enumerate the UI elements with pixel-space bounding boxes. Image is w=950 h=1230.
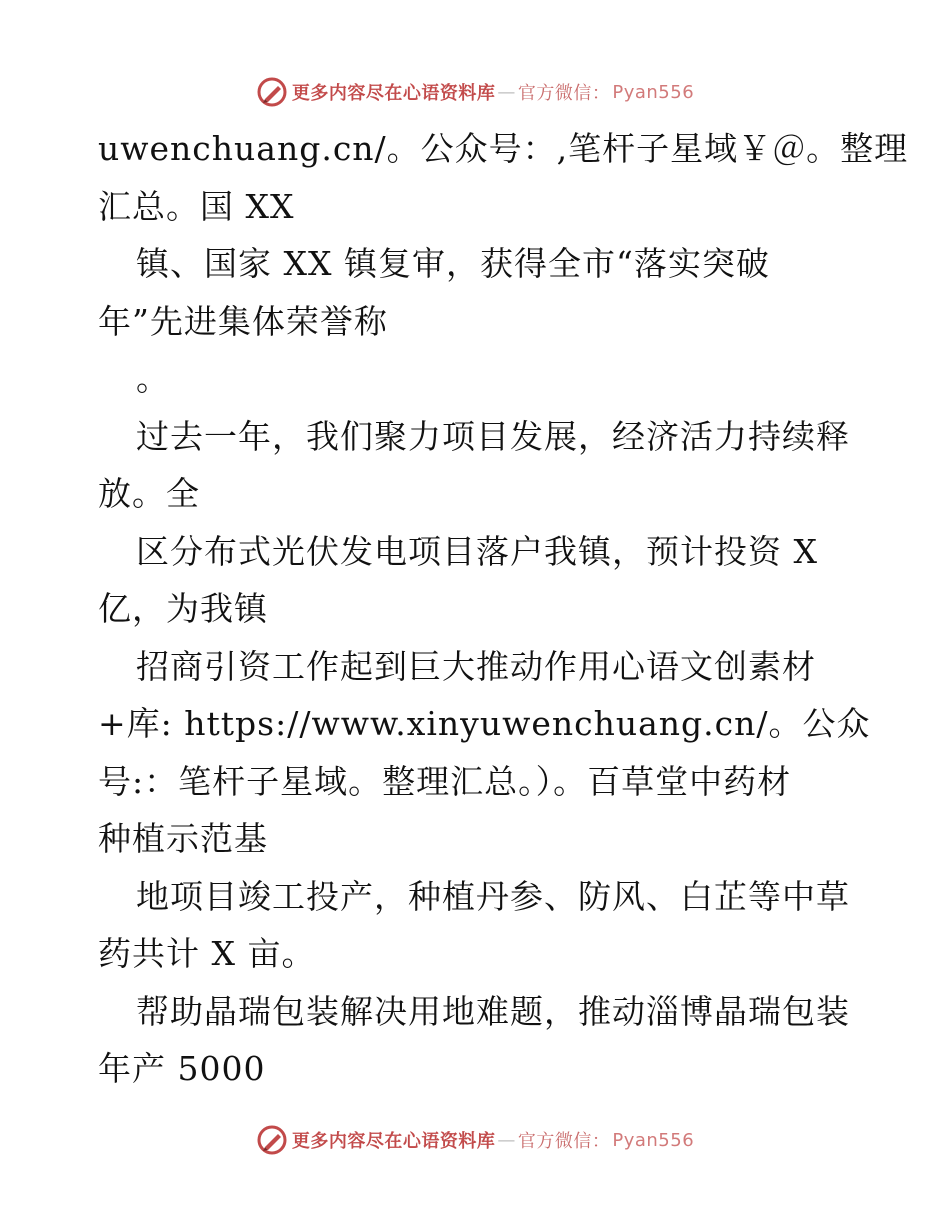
document-body (98, 120, 909, 1098)
watermark-wechat-label: 官方微信： (517, 1131, 611, 1152)
watermark-main-text: 更多内容尽在心语资料库 (291, 83, 496, 104)
watermark-header (0, 72, 950, 112)
watermark-main-text: 更多内容尽在心语资料库 (291, 1131, 496, 1152)
text-line: 放。全 (98, 474, 200, 513)
text-line: +库: https://www.xinyuwenchuang.cn/。公众 (98, 704, 871, 743)
text-line: 年”先进集体荣誉称 (98, 301, 388, 341)
text-line: 号:：笔杆子星域。整理汇总。）。百草堂中药材 (98, 761, 792, 801)
watermark-footer (0, 1120, 950, 1160)
paragraph-start: 地项目竣工投产，种植丹参、防风、白芷等中草 (136, 876, 850, 916)
watermark-separator: — (497, 1129, 516, 1151)
paragraph-start: 镇、国家 XX 镇复审，获得全市“落实突破 (136, 244, 770, 283)
paragraph-start: 过去一年，我们聚力项目发展，经济活力持续释 (136, 416, 850, 456)
text-line: 药共计 X 亩。 (98, 934, 316, 973)
pen-logo-icon (256, 76, 288, 108)
paragraph-start: 招商引资工作起到巨大推动作用心语文创素材 (136, 646, 816, 686)
watermark-wechat-label: 官方微信： (517, 83, 611, 104)
watermark-separator: — (497, 81, 516, 103)
text-line: uwenchuang.cn/。公众号：,笔杆子星域￥＠。整理 (98, 129, 909, 168)
paragraph-start: 帮助晶瑞包装解决用地难题，推动淄博晶瑞包装 (136, 991, 850, 1031)
watermark-wechat-id: Pyan556 (612, 81, 695, 103)
text-line: 种植示范基 (98, 819, 268, 858)
paragraph-start: 。 (136, 359, 170, 398)
watermark-wechat-id: Pyan556 (612, 1129, 695, 1151)
text-line: 年产 5000 (98, 1049, 266, 1088)
text-line: 汇总。国 XX (98, 186, 295, 226)
paragraph-start: 区分布式光伏发电项目落户我镇，预计投资 X (136, 531, 818, 571)
pen-logo-icon (256, 1124, 288, 1156)
text-line: 亿，为我镇 (98, 589, 268, 628)
